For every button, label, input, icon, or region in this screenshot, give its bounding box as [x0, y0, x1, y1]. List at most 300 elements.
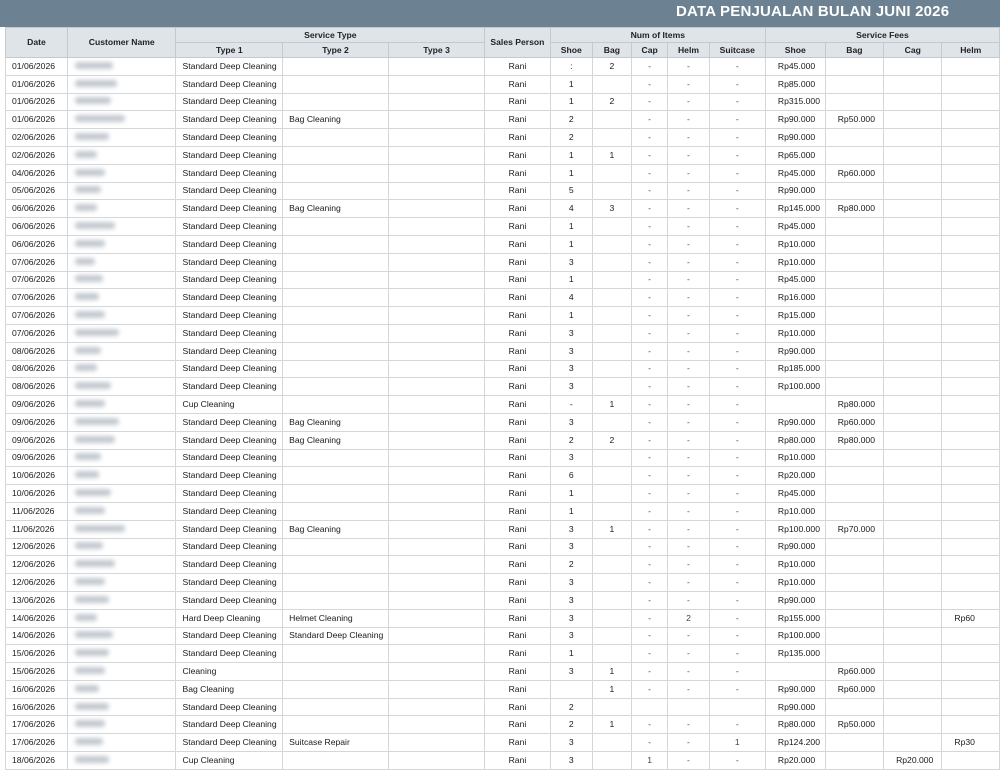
fee-helm-cell[interactable] [942, 324, 1000, 342]
sales-person-cell[interactable]: Rani [485, 129, 550, 147]
items-cap-cell[interactable]: - [631, 431, 667, 449]
items-cap-cell[interactable]: - [631, 645, 667, 663]
type-2-cell[interactable] [283, 396, 389, 414]
fee-helm-cell[interactable]: Rp30 [942, 734, 1000, 752]
items-helm-cell[interactable]: - [668, 307, 709, 325]
items-suitcase-cell[interactable]: - [709, 164, 765, 182]
items-bag-cell[interactable] [592, 342, 631, 360]
items-helm-cell[interactable]: - [668, 129, 709, 147]
type-1-cell[interactable]: Standard Deep Cleaning [176, 698, 283, 716]
fee-helm-cell[interactable] [942, 218, 1000, 236]
items-helm-cell[interactable]: - [668, 413, 709, 431]
fee-bag-cell[interactable]: Rp70.000 [825, 520, 883, 538]
items-shoe-cell[interactable]: 1 [550, 645, 592, 663]
sales-person-cell[interactable]: Rani [485, 324, 550, 342]
type-1-cell[interactable]: Standard Deep Cleaning [176, 289, 283, 307]
type-3-cell[interactable] [388, 663, 484, 681]
fee-cag-cell[interactable] [884, 342, 942, 360]
items-shoe-cell[interactable]: 3 [550, 627, 592, 645]
items-suitcase-cell[interactable]: - [709, 449, 765, 467]
fee-shoe-cell[interactable]: Rp90.000 [765, 591, 825, 609]
items-bag-cell[interactable] [592, 235, 631, 253]
sales-person-cell[interactable]: Rani [485, 235, 550, 253]
items-suitcase-cell[interactable]: - [709, 93, 765, 111]
fee-bag-cell[interactable] [825, 342, 883, 360]
items-suitcase-cell[interactable]: - [709, 716, 765, 734]
fee-shoe-cell[interactable]: Rp45.000 [765, 58, 825, 76]
fee-cag-cell[interactable] [884, 627, 942, 645]
items-bag-cell[interactable] [592, 75, 631, 93]
type-2-cell[interactable]: Bag Cleaning [283, 111, 389, 129]
fee-bag-cell[interactable]: Rp80.000 [825, 200, 883, 218]
type-1-cell[interactable]: Standard Deep Cleaning [176, 449, 283, 467]
table-row[interactable] [6, 342, 1000, 360]
sales-person-cell[interactable]: Rani [485, 289, 550, 307]
fee-bag-cell[interactable] [825, 75, 883, 93]
fee-bag-cell[interactable]: Rp60.000 [825, 413, 883, 431]
sales-person-cell[interactable]: Rani [485, 146, 550, 164]
fee-helm-cell[interactable] [942, 200, 1000, 218]
fee-bag-cell[interactable] [825, 574, 883, 592]
sales-person-cell[interactable]: Rani [485, 75, 550, 93]
fee-helm-cell[interactable]: Rp60 [942, 609, 1000, 627]
type-1-cell[interactable]: Standard Deep Cleaning [176, 129, 283, 147]
fee-cag-cell[interactable] [884, 449, 942, 467]
date-cell[interactable]: 15/06/2026 [6, 645, 68, 663]
items-shoe-cell[interactable]: 2 [550, 698, 592, 716]
items-suitcase-cell[interactable]: - [709, 502, 765, 520]
sales-person-cell[interactable]: Rani [485, 645, 550, 663]
items-helm-cell[interactable]: - [668, 752, 709, 770]
items-shoe-cell[interactable]: 1 [550, 93, 592, 111]
items-helm-cell[interactable]: - [668, 502, 709, 520]
type-2-cell[interactable]: Bag Cleaning [283, 200, 389, 218]
type-1-cell[interactable]: Standard Deep Cleaning [176, 235, 283, 253]
type-2-cell[interactable] [283, 129, 389, 147]
fee-helm-cell[interactable] [942, 378, 1000, 396]
fee-bag-cell[interactable] [825, 467, 883, 485]
header-type-1[interactable]: Type 1 [176, 43, 283, 58]
date-cell[interactable]: 01/06/2026 [6, 111, 68, 129]
items-shoe-cell[interactable]: 2 [550, 716, 592, 734]
items-shoe-cell[interactable]: 2 [550, 129, 592, 147]
items-cap-cell[interactable]: - [631, 556, 667, 574]
date-cell[interactable]: 12/06/2026 [6, 556, 68, 574]
fee-helm-cell[interactable] [942, 485, 1000, 503]
date-cell[interactable]: 09/06/2026 [6, 431, 68, 449]
fee-shoe-cell[interactable]: Rp90.000 [765, 129, 825, 147]
items-cap-cell[interactable]: - [631, 271, 667, 289]
fee-bag-cell[interactable] [825, 538, 883, 556]
items-bag-cell[interactable]: 2 [592, 93, 631, 111]
items-bag-cell[interactable]: 2 [592, 431, 631, 449]
type-2-cell[interactable] [283, 307, 389, 325]
table-row[interactable] [6, 307, 1000, 325]
date-cell[interactable]: 05/06/2026 [6, 182, 68, 200]
sales-person-cell[interactable]: Rani [485, 58, 550, 76]
fee-bag-cell[interactable] [825, 627, 883, 645]
items-cap-cell[interactable]: - [631, 324, 667, 342]
items-helm-cell[interactable]: - [668, 538, 709, 556]
items-shoe-cell[interactable]: 3 [550, 538, 592, 556]
fee-cag-cell[interactable] [884, 431, 942, 449]
fee-cag-cell[interactable] [884, 324, 942, 342]
items-suitcase-cell[interactable]: - [709, 324, 765, 342]
fee-bag-cell[interactable] [825, 146, 883, 164]
fee-helm-cell[interactable] [942, 449, 1000, 467]
fee-helm-cell[interactable] [942, 129, 1000, 147]
items-helm-cell[interactable]: - [668, 342, 709, 360]
sales-person-cell[interactable]: Rani [485, 307, 550, 325]
fee-shoe-cell[interactable]: Rp155.000 [765, 609, 825, 627]
type-2-cell[interactable] [283, 342, 389, 360]
fee-bag-cell[interactable] [825, 235, 883, 253]
items-helm-cell[interactable]: 2 [668, 609, 709, 627]
type-2-cell[interactable] [283, 467, 389, 485]
items-helm-cell[interactable]: - [668, 680, 709, 698]
fee-bag-cell[interactable] [825, 58, 883, 76]
fee-cag-cell[interactable] [884, 645, 942, 663]
type-3-cell[interactable] [388, 235, 484, 253]
header-items-bag[interactable]: Bag [592, 43, 631, 58]
items-helm-cell[interactable]: - [668, 734, 709, 752]
fee-shoe-cell[interactable]: Rp20.000 [765, 752, 825, 770]
fee-cag-cell[interactable] [884, 591, 942, 609]
items-shoe-cell[interactable]: 1 [550, 485, 592, 503]
items-suitcase-cell[interactable]: - [709, 253, 765, 271]
items-bag-cell[interactable] [592, 502, 631, 520]
items-helm-cell[interactable]: - [668, 591, 709, 609]
customer-name-cell[interactable] [67, 218, 176, 236]
table-row[interactable] [6, 716, 1000, 734]
type-2-cell[interactable] [283, 449, 389, 467]
items-helm-cell[interactable]: - [668, 58, 709, 76]
fee-bag-cell[interactable] [825, 734, 883, 752]
type-1-cell[interactable]: Standard Deep Cleaning [176, 146, 283, 164]
items-cap-cell[interactable]: - [631, 663, 667, 681]
type-1-cell[interactable]: Standard Deep Cleaning [176, 58, 283, 76]
type-3-cell[interactable] [388, 431, 484, 449]
type-1-cell[interactable]: Standard Deep Cleaning [176, 734, 283, 752]
type-2-cell[interactable] [283, 93, 389, 111]
type-3-cell[interactable] [388, 289, 484, 307]
type-2-cell[interactable] [283, 663, 389, 681]
date-cell[interactable]: 09/06/2026 [6, 413, 68, 431]
items-bag-cell[interactable] [592, 324, 631, 342]
type-1-cell[interactable]: Standard Deep Cleaning [176, 556, 283, 574]
fee-helm-cell[interactable] [942, 235, 1000, 253]
fee-helm-cell[interactable] [942, 396, 1000, 414]
items-cap-cell[interactable]: - [631, 235, 667, 253]
items-suitcase-cell[interactable]: - [709, 200, 765, 218]
fee-cag-cell[interactable] [884, 58, 942, 76]
customer-name-cell[interactable] [67, 538, 176, 556]
fee-bag-cell[interactable] [825, 129, 883, 147]
type-1-cell[interactable]: Standard Deep Cleaning [176, 182, 283, 200]
date-cell[interactable]: 07/06/2026 [6, 307, 68, 325]
sales-person-cell[interactable]: Rani [485, 574, 550, 592]
items-cap-cell[interactable]: - [631, 253, 667, 271]
type-1-cell[interactable]: Standard Deep Cleaning [176, 75, 283, 93]
items-suitcase-cell[interactable]: - [709, 396, 765, 414]
fee-bag-cell[interactable]: Rp80.000 [825, 396, 883, 414]
fee-cag-cell[interactable] [884, 253, 942, 271]
sales-person-cell[interactable]: Rani [485, 520, 550, 538]
fee-shoe-cell[interactable]: Rp100.000 [765, 520, 825, 538]
table-row[interactable] [6, 253, 1000, 271]
items-bag-cell[interactable] [592, 253, 631, 271]
items-shoe-cell[interactable]: 2 [550, 431, 592, 449]
table-row[interactable] [6, 520, 1000, 538]
fee-shoe-cell[interactable]: Rp10.000 [765, 556, 825, 574]
table-row[interactable] [6, 556, 1000, 574]
date-cell[interactable]: 07/06/2026 [6, 271, 68, 289]
date-cell[interactable]: 08/06/2026 [6, 378, 68, 396]
table-row[interactable] [6, 752, 1000, 770]
items-helm-cell[interactable]: - [668, 716, 709, 734]
fee-helm-cell[interactable] [942, 698, 1000, 716]
fee-helm-cell[interactable] [942, 307, 1000, 325]
items-helm-cell[interactable]: - [668, 164, 709, 182]
items-bag-cell[interactable] [592, 449, 631, 467]
type-2-cell[interactable]: Bag Cleaning [283, 520, 389, 538]
items-shoe-cell[interactable]: 2 [550, 556, 592, 574]
type-3-cell[interactable] [388, 752, 484, 770]
fee-shoe-cell[interactable]: Rp80.000 [765, 431, 825, 449]
type-1-cell[interactable]: Cup Cleaning [176, 396, 283, 414]
items-shoe-cell[interactable]: 4 [550, 200, 592, 218]
fee-helm-cell[interactable] [942, 164, 1000, 182]
header-type-3[interactable]: Type 3 [388, 43, 484, 58]
items-bag-cell[interactable] [592, 467, 631, 485]
customer-name-cell[interactable] [67, 200, 176, 218]
fee-shoe-cell[interactable]: Rp45.000 [765, 271, 825, 289]
type-3-cell[interactable] [388, 680, 484, 698]
date-cell[interactable]: 17/06/2026 [6, 716, 68, 734]
type-2-cell[interactable] [283, 502, 389, 520]
table-row[interactable] [6, 289, 1000, 307]
type-3-cell[interactable] [388, 413, 484, 431]
fee-bag-cell[interactable] [825, 698, 883, 716]
date-cell[interactable]: 06/06/2026 [6, 218, 68, 236]
date-cell[interactable]: 16/06/2026 [6, 680, 68, 698]
fee-bag-cell[interactable] [825, 182, 883, 200]
fee-helm-cell[interactable] [942, 680, 1000, 698]
table-row[interactable] [6, 467, 1000, 485]
customer-name-cell[interactable] [67, 627, 176, 645]
sales-person-cell[interactable]: Rani [485, 378, 550, 396]
customer-name-cell[interactable] [67, 58, 176, 76]
items-helm-cell[interactable]: - [668, 360, 709, 378]
date-cell[interactable]: 15/06/2026 [6, 663, 68, 681]
type-2-cell[interactable] [283, 556, 389, 574]
items-shoe-cell[interactable]: 2 [550, 111, 592, 129]
type-3-cell[interactable] [388, 591, 484, 609]
items-helm-cell[interactable]: - [668, 520, 709, 538]
fee-bag-cell[interactable] [825, 502, 883, 520]
customer-name-cell[interactable] [67, 734, 176, 752]
type-1-cell[interactable]: Hard Deep Cleaning [176, 609, 283, 627]
fee-helm-cell[interactable] [942, 413, 1000, 431]
header-fee-bag[interactable]: Bag [825, 43, 883, 58]
table-row[interactable] [6, 146, 1000, 164]
items-shoe-cell[interactable]: 1 [550, 271, 592, 289]
type-1-cell[interactable]: Standard Deep Cleaning [176, 538, 283, 556]
customer-name-cell[interactable] [67, 574, 176, 592]
items-shoe-cell[interactable]: 3 [550, 413, 592, 431]
items-suitcase-cell[interactable]: - [709, 75, 765, 93]
type-2-cell[interactable] [283, 235, 389, 253]
customer-name-cell[interactable] [67, 485, 176, 503]
fee-helm-cell[interactable] [942, 431, 1000, 449]
date-cell[interactable]: 08/06/2026 [6, 342, 68, 360]
date-cell[interactable]: 02/06/2026 [6, 129, 68, 147]
type-2-cell[interactable] [283, 698, 389, 716]
items-helm-cell[interactable]: - [668, 75, 709, 93]
table-row[interactable] [6, 663, 1000, 681]
date-cell[interactable]: 01/06/2026 [6, 93, 68, 111]
type-1-cell[interactable]: Standard Deep Cleaning [176, 218, 283, 236]
items-cap-cell[interactable]: - [631, 609, 667, 627]
date-cell[interactable]: 13/06/2026 [6, 591, 68, 609]
items-cap-cell[interactable]: - [631, 146, 667, 164]
fee-helm-cell[interactable] [942, 93, 1000, 111]
fee-bag-cell[interactable] [825, 485, 883, 503]
fee-cag-cell[interactable] [884, 111, 942, 129]
items-cap-cell[interactable]: - [631, 182, 667, 200]
type-2-cell[interactable] [283, 164, 389, 182]
fee-helm-cell[interactable] [942, 289, 1000, 307]
fee-cag-cell[interactable] [884, 502, 942, 520]
type-2-cell[interactable] [283, 253, 389, 271]
items-shoe-cell[interactable]: : [550, 58, 592, 76]
type-1-cell[interactable]: Standard Deep Cleaning [176, 591, 283, 609]
customer-name-cell[interactable] [67, 556, 176, 574]
sales-person-cell[interactable]: Rani [485, 627, 550, 645]
type-3-cell[interactable] [388, 307, 484, 325]
items-suitcase-cell[interactable] [709, 698, 765, 716]
table-row[interactable] [6, 164, 1000, 182]
header-service-fees[interactable]: Service Fees [765, 28, 999, 43]
customer-name-cell[interactable] [67, 111, 176, 129]
type-1-cell[interactable]: Standard Deep Cleaning [176, 342, 283, 360]
items-cap-cell[interactable]: 1 [631, 752, 667, 770]
type-1-cell[interactable]: Standard Deep Cleaning [176, 627, 283, 645]
items-suitcase-cell[interactable]: - [709, 627, 765, 645]
items-helm-cell[interactable]: - [668, 485, 709, 503]
items-bag-cell[interactable]: 2 [592, 58, 631, 76]
date-cell[interactable]: 16/06/2026 [6, 698, 68, 716]
fee-helm-cell[interactable] [942, 716, 1000, 734]
customer-name-cell[interactable] [67, 698, 176, 716]
items-helm-cell[interactable]: - [668, 146, 709, 164]
fee-shoe-cell[interactable]: Rp124.200 [765, 734, 825, 752]
table-row[interactable] [6, 502, 1000, 520]
header-items-helm[interactable]: Helm [668, 43, 709, 58]
type-1-cell[interactable]: Standard Deep Cleaning [176, 164, 283, 182]
fee-shoe-cell[interactable]: Rp10.000 [765, 324, 825, 342]
date-cell[interactable]: 12/06/2026 [6, 574, 68, 592]
customer-name-cell[interactable] [67, 467, 176, 485]
items-suitcase-cell[interactable]: - [709, 307, 765, 325]
items-bag-cell[interactable]: 1 [592, 716, 631, 734]
fee-bag-cell[interactable]: Rp50.000 [825, 716, 883, 734]
sales-person-cell[interactable]: Rani [485, 752, 550, 770]
items-helm-cell[interactable]: - [668, 663, 709, 681]
type-1-cell[interactable]: Standard Deep Cleaning [176, 324, 283, 342]
items-cap-cell[interactable]: - [631, 129, 667, 147]
date-cell[interactable]: 10/06/2026 [6, 467, 68, 485]
items-cap-cell[interactable]: - [631, 75, 667, 93]
type-3-cell[interactable] [388, 182, 484, 200]
items-suitcase-cell[interactable]: - [709, 609, 765, 627]
table-row[interactable] [6, 235, 1000, 253]
type-2-cell[interactable] [283, 378, 389, 396]
date-cell[interactable]: 11/06/2026 [6, 502, 68, 520]
items-cap-cell[interactable]: - [631, 289, 667, 307]
customer-name-cell[interactable] [67, 663, 176, 681]
items-suitcase-cell[interactable]: - [709, 752, 765, 770]
customer-name-cell[interactable] [67, 324, 176, 342]
items-shoe-cell[interactable]: 1 [550, 75, 592, 93]
type-3-cell[interactable] [388, 146, 484, 164]
items-cap-cell[interactable]: - [631, 520, 667, 538]
type-2-cell[interactable] [283, 485, 389, 503]
type-3-cell[interactable] [388, 111, 484, 129]
fee-cag-cell[interactable] [884, 271, 942, 289]
fee-cag-cell[interactable] [884, 609, 942, 627]
type-1-cell[interactable]: Cleaning [176, 663, 283, 681]
items-helm-cell[interactable]: - [668, 449, 709, 467]
fee-helm-cell[interactable] [942, 271, 1000, 289]
type-2-cell[interactable] [283, 271, 389, 289]
items-helm-cell[interactable]: - [668, 218, 709, 236]
items-bag-cell[interactable] [592, 734, 631, 752]
items-suitcase-cell[interactable]: - [709, 58, 765, 76]
fee-shoe-cell[interactable]: Rp185.000 [765, 360, 825, 378]
date-cell[interactable]: 06/06/2026 [6, 235, 68, 253]
type-3-cell[interactable] [388, 218, 484, 236]
header-fee-helm[interactable]: Helm [942, 43, 1000, 58]
date-cell[interactable]: 07/06/2026 [6, 324, 68, 342]
items-suitcase-cell[interactable]: - [709, 467, 765, 485]
items-bag-cell[interactable] [592, 538, 631, 556]
header-items-shoe[interactable]: Shoe [550, 43, 592, 58]
header-num-of-items[interactable]: Num of Items [550, 28, 765, 43]
items-cap-cell[interactable]: - [631, 378, 667, 396]
fee-shoe-cell[interactable]: Rp90.000 [765, 698, 825, 716]
fee-shoe-cell[interactable]: Rp10.000 [765, 235, 825, 253]
table-row[interactable] [6, 182, 1000, 200]
table-row[interactable] [6, 129, 1000, 147]
type-1-cell[interactable]: Standard Deep Cleaning [176, 485, 283, 503]
items-cap-cell[interactable]: - [631, 591, 667, 609]
type-3-cell[interactable] [388, 734, 484, 752]
items-bag-cell[interactable] [592, 413, 631, 431]
customer-name-cell[interactable] [67, 716, 176, 734]
fee-shoe-cell[interactable]: Rp90.000 [765, 182, 825, 200]
type-3-cell[interactable] [388, 271, 484, 289]
fee-bag-cell[interactable]: Rp50.000 [825, 111, 883, 129]
customer-name-cell[interactable] [67, 520, 176, 538]
items-helm-cell[interactable]: - [668, 253, 709, 271]
sales-person-cell[interactable]: Rani [485, 698, 550, 716]
fee-shoe-cell[interactable]: Rp85.000 [765, 75, 825, 93]
items-cap-cell[interactable]: - [631, 342, 667, 360]
sales-person-cell[interactable]: Rani [485, 680, 550, 698]
items-suitcase-cell[interactable]: - [709, 342, 765, 360]
fee-shoe-cell[interactable]: Rp145.000 [765, 200, 825, 218]
